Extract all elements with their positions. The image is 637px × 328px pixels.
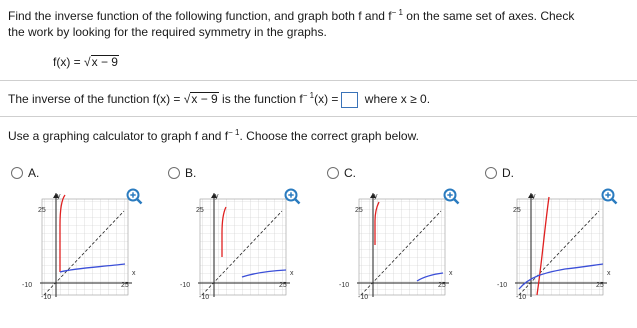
graph-left-label: -10 [180, 282, 191, 289]
graph-left-label: -10 [497, 282, 508, 289]
graph-y-label: y [215, 193, 219, 200]
question-line-1: Find the inverse function of the following function, and graph both f and $f^{- 1}$ on the same set of axes. Check [8, 8, 575, 23]
graph-right-label: 25 [596, 282, 604, 289]
option-b-label: B. [185, 166, 197, 180]
graph-y-label: y [532, 193, 536, 200]
zoom-in-icon[interactable] [284, 188, 301, 205]
zoom-in-icon[interactable] [601, 188, 618, 205]
inverse-prompt: The inverse of the function f(x) = √x − 9 is the function $f^{- 1}(x)$ = where x ≥ 0. [8, 91, 431, 107]
graph-x-label: x [607, 270, 611, 277]
graph-right-label: 25 [121, 282, 129, 289]
radio-button-icon[interactable] [168, 167, 180, 179]
given-function: f(x) = √x − 9 [53, 55, 118, 69]
graph-bottom-label: -10 [199, 294, 210, 301]
graph-bottom-label: -10 [41, 294, 52, 301]
inverse-answer-input[interactable] [341, 92, 358, 108]
radio-button-icon[interactable] [485, 167, 497, 179]
graph-prompt: Use a graphing calculator to graph f and $f^{- 1}$. Choose the correct graph below. [8, 128, 419, 143]
zoom-in-icon[interactable] [443, 188, 460, 205]
graph-left-label: -10 [339, 282, 350, 289]
divider [0, 80, 637, 81]
option-d[interactable] [485, 166, 514, 180]
option-c[interactable] [327, 166, 356, 180]
graph-top-label: 25 [355, 207, 363, 214]
option-c-label: C. [344, 166, 356, 180]
question-text [8, 9, 630, 40]
graph-top-label: 25 [38, 207, 46, 214]
graph-x-label: x [449, 270, 453, 277]
question-line-2: the work by looking for the required symmetry in the graphs. [8, 25, 327, 39]
graph-top-label: 25 [196, 207, 204, 214]
graph-right-label: 25 [279, 282, 287, 289]
graph-x-label: x [132, 270, 136, 277]
option-d-label: D. [502, 166, 514, 180]
option-a[interactable] [11, 166, 39, 180]
radio-button-icon[interactable] [11, 167, 23, 179]
graph-top-label: 25 [513, 207, 521, 214]
graph-y-label: y [57, 193, 61, 200]
option-a-label: A. [28, 166, 40, 180]
graph-right-label: 25 [438, 282, 446, 289]
graph-bottom-label: -10 [516, 294, 527, 301]
radio-button-icon[interactable] [327, 167, 339, 179]
graph-y-label: y [374, 193, 378, 200]
zoom-in-icon[interactable] [126, 188, 143, 205]
option-b[interactable] [168, 166, 196, 180]
divider [0, 116, 637, 117]
graph-x-label: x [290, 270, 294, 277]
graph-left-label: -10 [22, 282, 33, 289]
graph-bottom-label: -10 [358, 294, 369, 301]
